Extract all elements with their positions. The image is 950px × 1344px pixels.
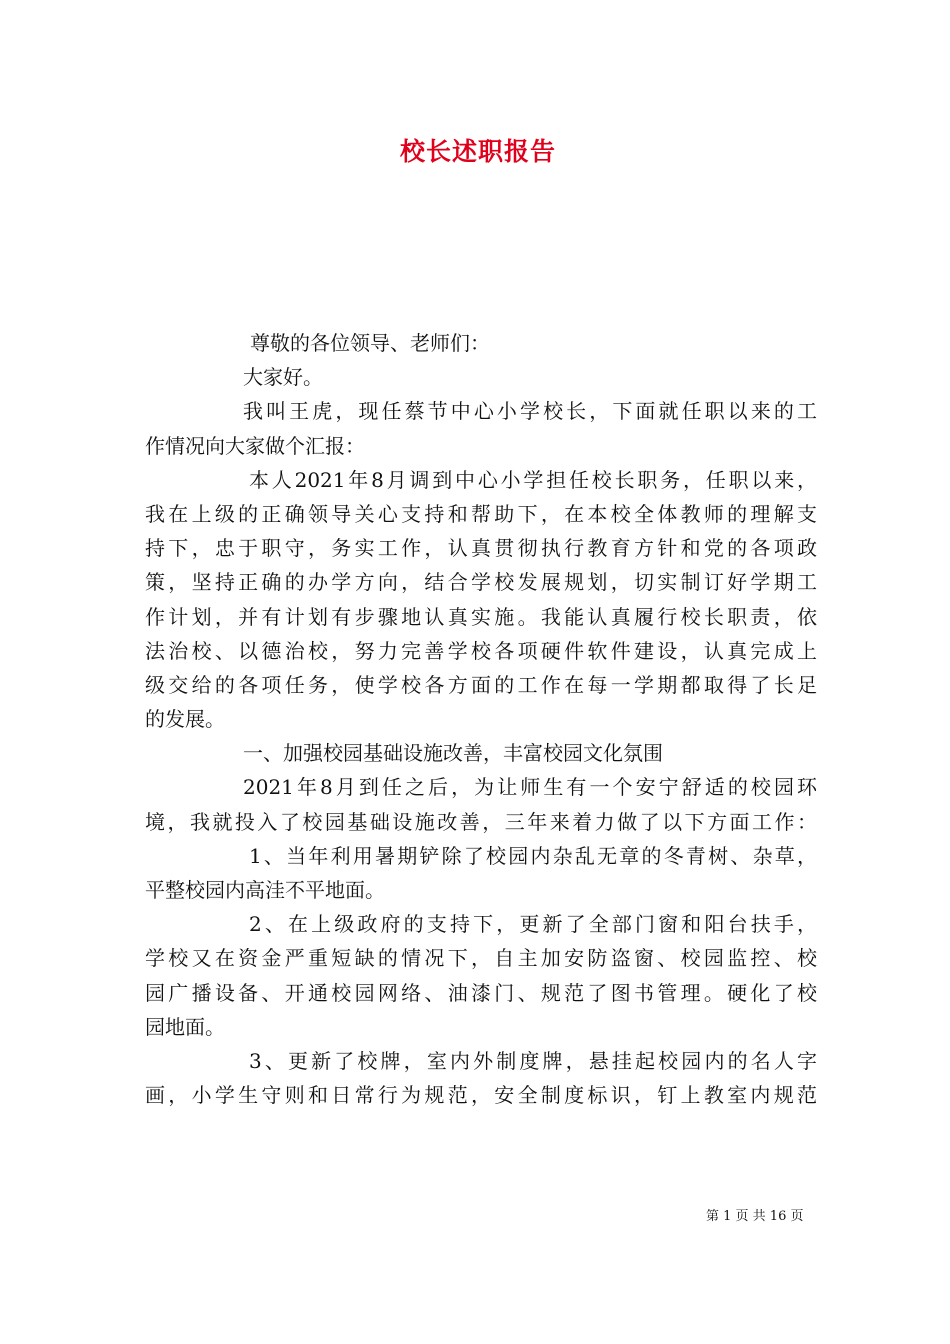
list-item-line: 画，小学生守则和日常行为规范，安全制度标识，钉上教室内规范 (145, 1083, 817, 1108)
paragraph-line: 2021年8月到任之后，为让师生有一个安宁舒适的校园环 (243, 775, 817, 800)
paragraph-line: 级交给的各项任务，使学校各方面的工作在每一学期都取得了长足 (145, 672, 817, 697)
paragraph-line: 法治校、以德治校，努力完善学校各项硬件软件建设，认真完成上 (145, 638, 817, 663)
page-number-footer: 第 1 页 共 16 页 (706, 1209, 804, 1224)
list-item-line: 2、在上级政府的支持下，更新了全部门窗和阳台扶手， (249, 912, 817, 937)
greeting-line: 尊敬的各位领导、老师们： (250, 331, 490, 355)
salutation-line: 大家好。 (243, 365, 323, 390)
paragraph-line: 的发展。 (145, 707, 225, 732)
section-heading: 一、加强校园基础设施改善，丰富校园文化氛围 (243, 741, 663, 766)
paragraph-line: 持下，忠于职守，务实工作，认真贯彻执行教育方针和党的各项政 (145, 536, 817, 561)
list-item-line: 学校又在资金严重短缺的情况下，自主加安防盗窗、校园监控、校 (145, 946, 817, 971)
document-title: 校长述职报告 (400, 137, 557, 166)
list-item-line: 平整校园内高洼不平地面。 (145, 878, 385, 902)
paragraph-line: 我在上级的正确领导关心支持和帮助下，在本校全体教师的理解支 (145, 501, 817, 526)
list-item-line: 3、更新了校牌，室内外制度牌，悬挂起校园内的名人字 (249, 1048, 817, 1073)
document-body (145, 326, 817, 1112)
list-item-line: 1、当年利用暑期铲除了校园内杂乱无章的冬青树、杂草， (249, 843, 817, 868)
paragraph-line: 作计划，并有计划有步骤地认真实施。我能认真履行校长职责，依 (145, 604, 817, 629)
paragraph-line: 本人2021年8月调到中心小学担任校长职务，任职以来， (249, 467, 817, 492)
paragraph-line: 策，坚持正确的办学方向，结合学校发展规划，切实制订好学期工 (145, 570, 817, 595)
paragraph-line: 我叫王虎，现任蔡节中心小学校长，下面就任职以来的工 (243, 399, 817, 424)
paragraph-line: 境，我就投入了校园基础设施改善，三年来着力做了以下方面工作： (145, 809, 817, 834)
list-item-line: 园地面。 (145, 1014, 225, 1039)
list-item-line: 园广播设备、开通校园网络、油漆门、规范了图书管理。硬化了校 (145, 980, 817, 1005)
paragraph-line: 作情况向大家做个汇报： (145, 433, 365, 458)
